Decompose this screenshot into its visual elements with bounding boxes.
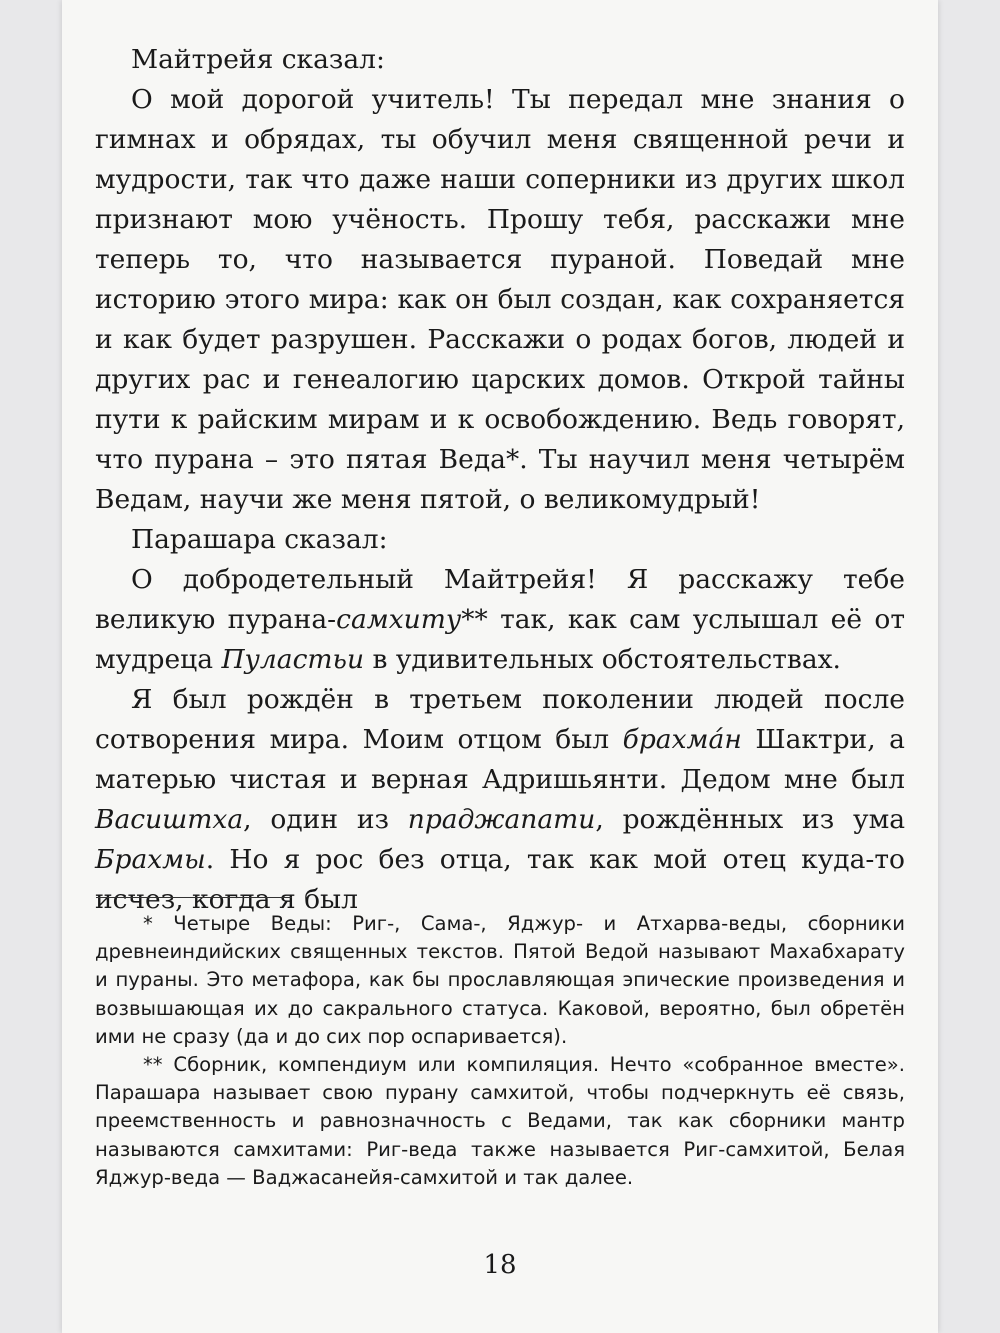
paragraph-maitreya-request: О мой дорогой учитель! Ты передал мне знания о гимнах и обрядах, ты обучил меня священной речи и мудрости, так что даже наши соперники из других школ признают мою учёность. Прошу тебя, расскажи мне теперь то, что называется пураной. Поведай мне историю этого мира: как он был создан, как сохраняется и как будет разрушен. Расскажи о родах богов, людей и других рас и генеалогию царских домов. Открой тайны пути к райским мирам и к освобождению. Ведь говорят, что пурана – это пятая Веда*. Ты научил меня четырём Ведам, научи же меня пятой, о великомудрый!: [95, 84, 905, 515]
text-run: О добродетельный Майтрейя! Я расскажу тебе великую пурана-: [95, 564, 905, 635]
text-run: ** так, как сам услышал её от мудреца: [95, 604, 905, 675]
italic-term: праджапати: [407, 804, 596, 835]
text-run: в удивительных обстоятельствах.: [364, 644, 841, 675]
text-run: , один из: [243, 804, 408, 835]
text-run: Шактри, а матерью чистая и верная Адришьянти. Дедом мне был: [95, 724, 905, 795]
footnote-1: * Четыре Веды: Риг-, Сама-, Яджур- и Атхарва-веды, сборники древнеиндийских священных текстов. Пятой Ведой называют Махабхарату и пураны. Это метафора, как бы прославляющая эпические произведения и возвышающая их до сакрального статуса. Каковой, вероятно, был обретён ими не сразу (да и до сих пор оспаривается).: [95, 912, 905, 1048]
book-page: [62, 0, 938, 1333]
footnotes: [95, 910, 905, 1192]
footnote-2: ** Сборник, компендиум или компиляция. Нечто «собранное вместе». Парашара называет свою пурану самхитой, чтобы подчеркнуть её связь, преемственность и равнозначность с Ведами, так как сборники мантр называются самхитами: Риг-веда также называется Риг-самхитой, Белая Яджур-веда — Ваджасанейя-самхитой и так далее.: [95, 1053, 905, 1189]
italic-term: Пуластьи: [221, 644, 365, 675]
text-run: , рождённых из ума: [595, 804, 905, 835]
text-run: . Но я рос без отца, так как мой отец куда-то исчез, когда я был: [95, 844, 905, 915]
paragraph-parashara-origin: [95, 680, 905, 920]
italic-term: брахма́н: [622, 724, 742, 755]
paragraph-speaker-parashara: Парашара сказал:: [131, 524, 388, 555]
main-text: [95, 40, 905, 920]
italic-term: Брахмы: [95, 844, 206, 875]
footnote-divider: [96, 897, 292, 898]
paragraph-speaker-maitreya: Майтрейя сказал:: [131, 44, 385, 75]
italic-term: Васиштха: [95, 804, 244, 835]
text-run: Я был рождён в третьем поколении людей после сотворения мира. Моим отцом был: [95, 684, 905, 755]
page-number: 18: [483, 1250, 517, 1280]
italic-term: самхиту: [336, 604, 462, 635]
paragraph-parashara-reply: [95, 560, 905, 680]
